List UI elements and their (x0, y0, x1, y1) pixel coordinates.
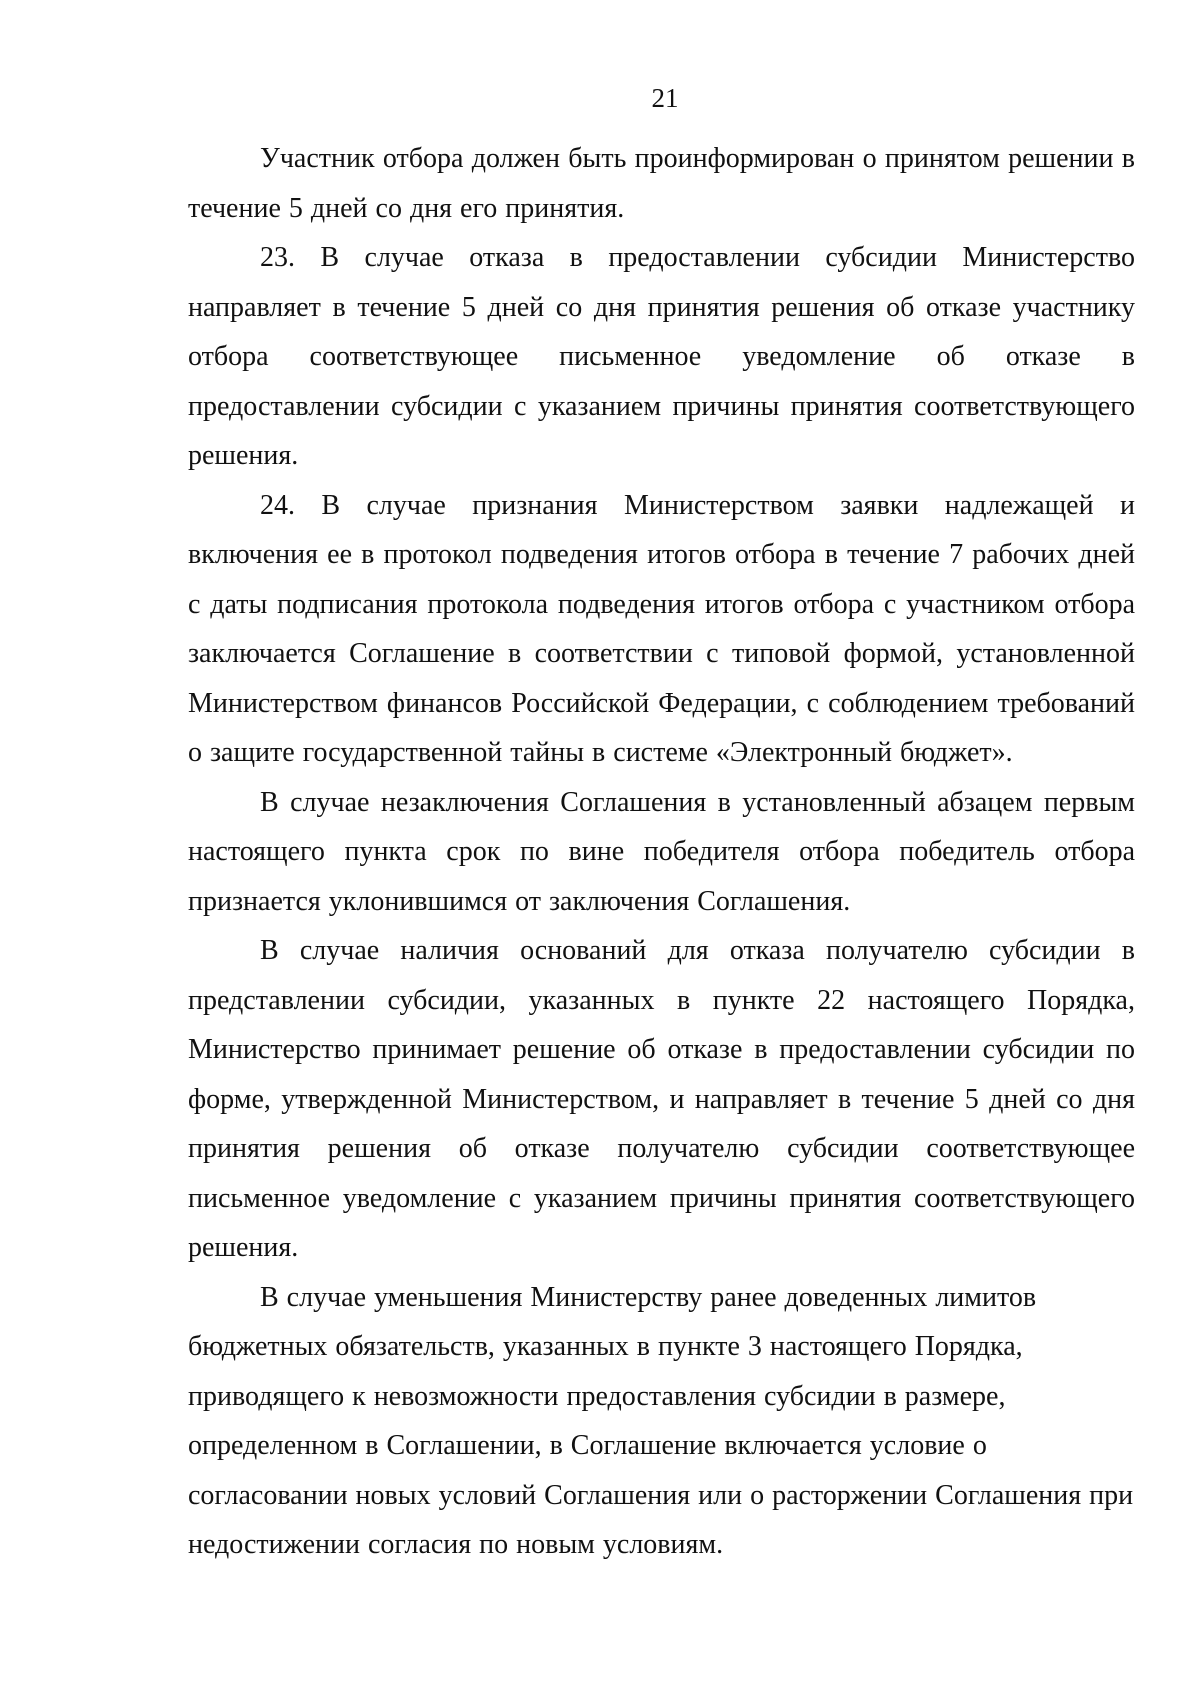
paragraph-notification-participant: Участник отбора должен быть проинформирован о принятом решении в течение 5 дней со дня его принятия. (188, 143, 1135, 224)
paragraph-24-agreement: 24. В случае признания Министерством заявки надлежащей и включения ее в протокол подведения итогов отбора в течение 7 рабочих дней с даты подписания протокола подведения итогов отбора с участником отбора заключается Соглашение в соответствии с типовой формой, установленной Министерством финансов Российской Федерации, с соблюдением требований о защите государственной тайны в системе «Электронный бюджет». (188, 489, 1135, 768)
paragraph-nonconclusion: В случае незаключения Соглашения в установленный абзацем первым настоящего пункта срок по вине победителя отбора победитель отбора признается уклонившимся от заключения Соглашения. (188, 786, 1135, 917)
document-body (188, 134, 1135, 1570)
paragraph-grounds-for-refusal: В случае наличия оснований для отказа получателю субсидии в представлении субсидии, указанных в пункте 22 настоящего Порядка, Министерство принимает решение об отказе в предоставлении субсидии по форме, утвержденной Министерством, и направляет в течение 5 дней со дня принятия решения об отказе получателю субсидии соответствующее письменное уведомление с указанием причины принятия соответствующего решения. (188, 935, 1135, 1263)
paragraph-23-refusal: 23. В случае отказа в предоставлении субсидии Министерство направляет в течение 5 дней со дня принятия решения об отказе участнику отбора соответствующее письменное уведомление об отказе в предоставлении субсидии с указанием причины принятия соответствующего решения. (188, 242, 1135, 471)
paragraph-limit-reduction: В случае уменьшения Министерству ранее доведенных лимитов бюджетных обязательств, указанных в пункте 3 настоящего Порядка, приводящего к невозможности предоставления субсидии в размере, определенном в Соглашении, в Соглашение включается условие о согласовании новых условий Соглашения или о расторжении Соглашения при недостижении согласия по новым условиям. (188, 1281, 1134, 1560)
page-number: 21 (651, 83, 679, 113)
